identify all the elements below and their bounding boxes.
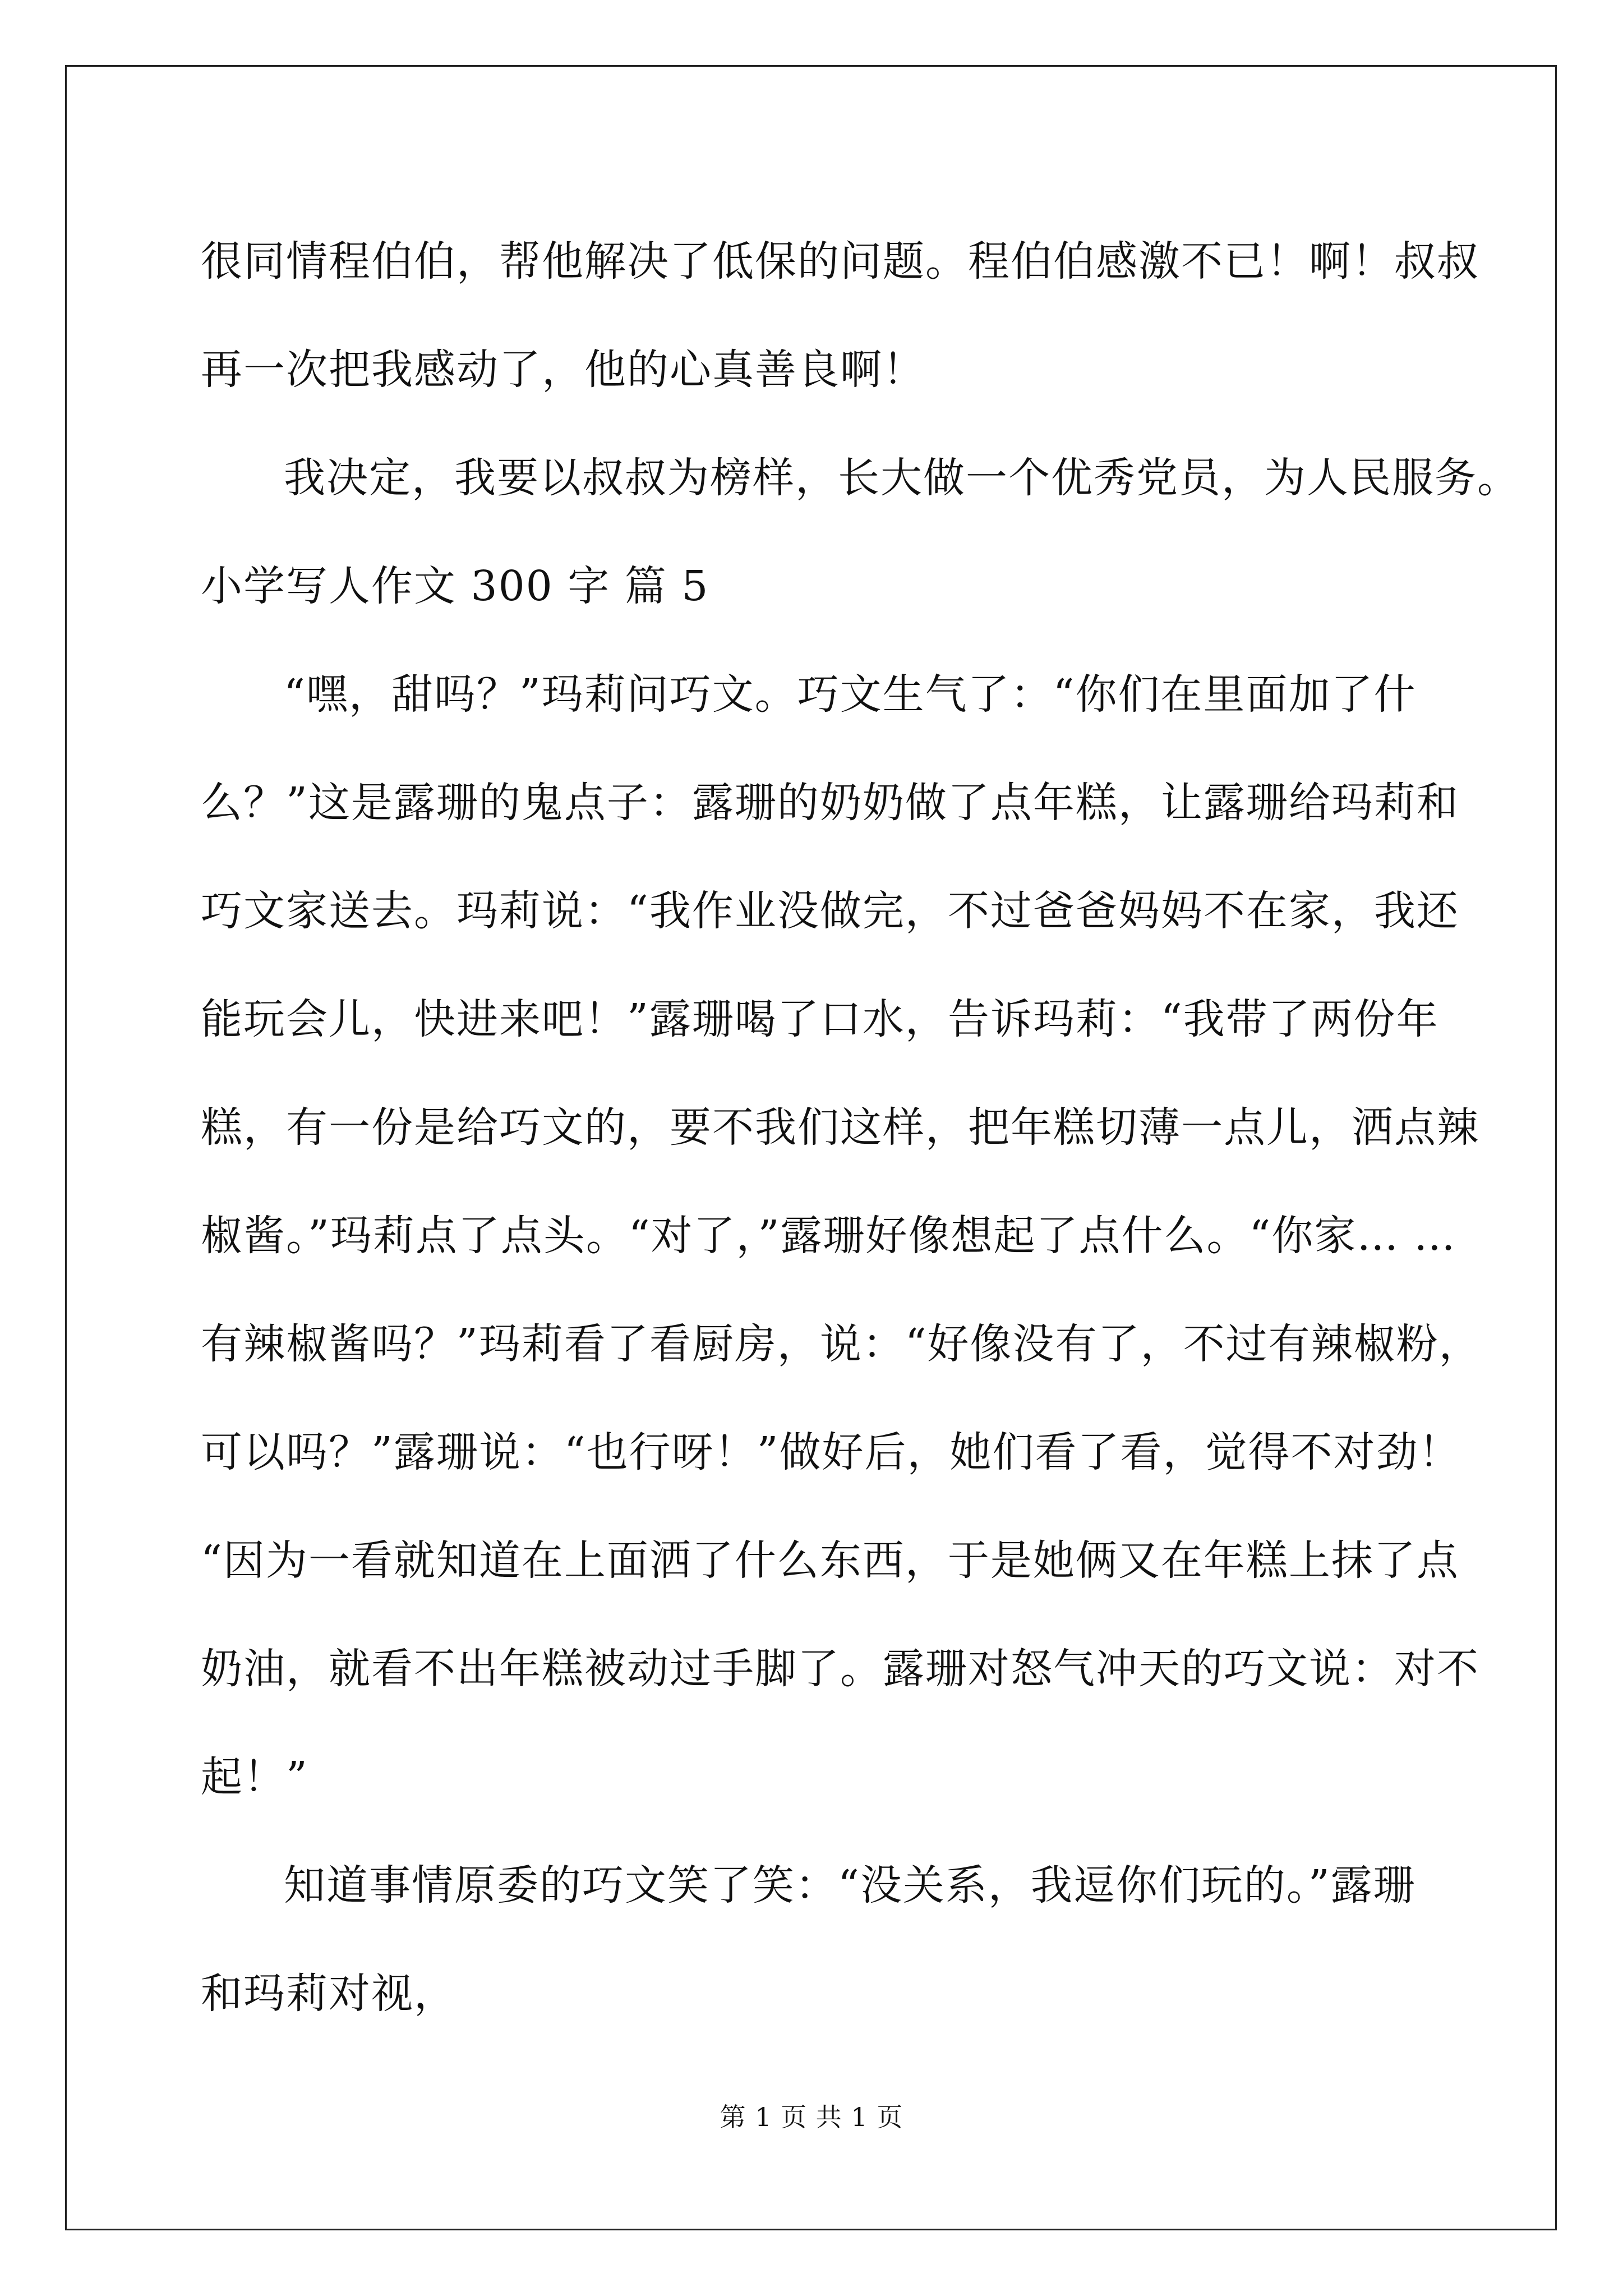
text-line: 我决定，我要以叔叔为榜样，长大做一个优秀党员，为人民服务。 (284, 454, 1520, 502)
text-line: “嘿，甜吗？”玛莉问巧文。巧文生气了：“你们在里面加了什 (284, 670, 1417, 719)
text-line: 再一次把我感动了，他的心真善良啊！ (201, 346, 925, 394)
section-heading: 小学写人作文 300 字 篇 5 (201, 562, 709, 610)
text-line: 和玛莉对视， (201, 1970, 457, 2018)
text-line: 巧文家送去。玛莉说：“我作业没做完，不过爸爸妈妈不在家，我还 (201, 887, 1459, 935)
text-line: 么？”这是露珊的鬼点子：露珊的奶奶做了点年糕，让露珊给玛莉和 (201, 779, 1459, 827)
text-line: 奶油，就看不出年糕被动过手脚了。露珊对怒气冲天的巧文说：对不 (201, 1645, 1479, 1693)
text-line: 有辣椒酱吗？”玛莉看了看厨房，说：“好像没有了，不过有辣椒粉， (201, 1320, 1482, 1368)
document-body (201, 208, 1520, 2048)
text-line: 起！” (201, 1753, 308, 1801)
text-line: 糕，有一份是给巧文的，要不我们这样，把年糕切薄一点儿，洒点辣 (201, 1103, 1479, 1152)
text-line: 可以吗？”露珊说：“也行呀！”做好后，她们看了看，觉得不对劲！ (201, 1428, 1461, 1476)
page-footer: 第 1 页 共 1 页 (720, 2102, 903, 2132)
text-line: 知道事情原委的巧文笑了笑：“没关系，我逗你们玩的。”露珊 (284, 1861, 1416, 1910)
text-line: 很同情程伯伯，帮他解决了低保的问题。程伯伯感激不已！啊！叔叔 (201, 237, 1479, 286)
text-line: 能玩会儿，快进来吧！”露珊喝了口水，告诉玛莉：“我带了两份年 (201, 995, 1439, 1043)
text-line: “因为一看就知道在上面洒了什么东西，于是她俩又在年糕上抹了点 (201, 1536, 1459, 1585)
text-line: 椒酱。”玛莉点了点头。“对了，”露珊好像想起了点什么。“你家… … (201, 1212, 1456, 1260)
